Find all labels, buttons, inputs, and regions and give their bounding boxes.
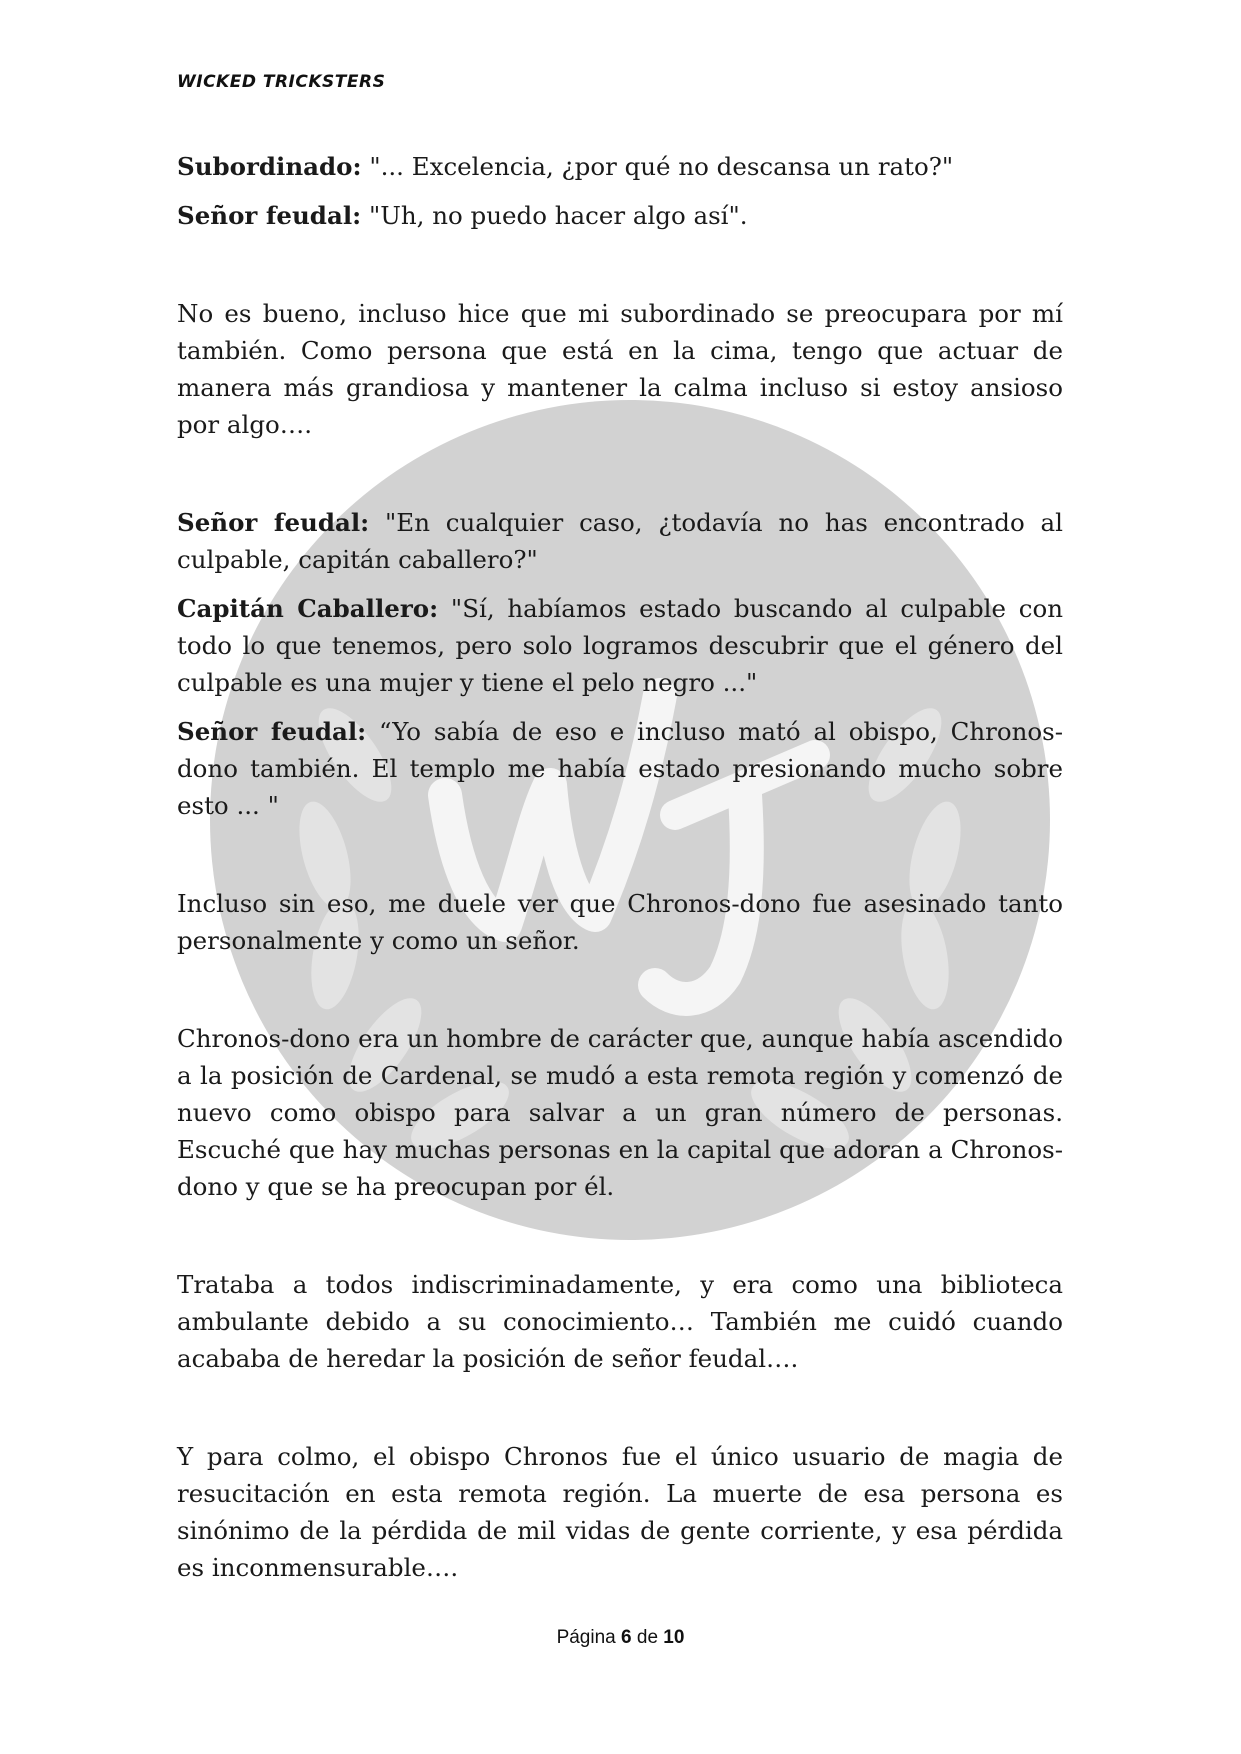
dialogue-line — [177, 197, 1063, 234]
narrative-paragraph: Incluso sin eso, me duele ver que Chronos-dono fue asesinado tanto personalmente y como un señor. — [177, 889, 1063, 955]
speaker-label: Señor feudal: — [177, 508, 370, 537]
total-page-count: 10 — [663, 1627, 685, 1648]
speaker-label: Señor feudal: — [177, 717, 367, 746]
page-content — [177, 148, 1063, 1586]
dialogue-line — [177, 713, 1063, 824]
speaker-label: Subordinado: — [177, 152, 362, 181]
narrative-paragraph: Trataba a todos indiscriminadamente, y era como una biblioteca ambulante debido a su conocimiento… También me cuidó cuando acababa de heredar la posición de señor feudal…. — [177, 1270, 1063, 1373]
speaker-label: Señor feudal: — [177, 201, 362, 230]
footer-prefix: Página — [556, 1627, 622, 1648]
footer-middle: de — [631, 1627, 664, 1648]
dialogue-line — [177, 148, 1063, 185]
dialogue-line — [177, 504, 1063, 578]
narrative-paragraph: Chronos-dono era un hombre de carácter que, aunque había ascendido a la posición de Cardenal, se mudó a esta remota región y comenzó de nuevo como obispo para salvar a un gran número de personas. Escuché que hay muchas personas en la capital que adoran a Chronos-dono y que se ha preocupan por él. — [177, 1024, 1063, 1201]
dialogue-text: "... Excelencia, ¿por qué no descansa un rato?" — [361, 152, 954, 181]
document-header-title: WICKED TRICKSTERS — [177, 72, 386, 92]
current-page-number: 6 — [621, 1627, 632, 1648]
narrative-paragraph: Y para colmo, el obispo Chronos fue el único usuario de magia de resucitación en esta remota región. La muerte de esa persona es sinónimo de la pérdida de mil vidas de gente corriente, y esa pérdida es inconmensurable…. — [177, 1442, 1063, 1582]
dialogue-text: "Uh, no puedo hacer algo así". — [361, 201, 748, 230]
dialogue-text: "Sí, habíamos estado buscando al culpable con todo lo que tenemos, pero solo logramos descubrir que el género del culpable es una mujer y tiene el pelo negro ..." — [177, 594, 1063, 697]
page-number-footer — [0, 1627, 1241, 1649]
dialogue-text: "En cualquier caso, ¿todavía no has encontrado al culpable, capitán caballero?" — [177, 508, 1063, 574]
speaker-label: Capitán Caballero: — [177, 594, 439, 623]
dialogue-line — [177, 590, 1063, 701]
narrative-paragraph: No es bueno, incluso hice que mi subordinado se preocupara por mí también. Como persona que está en la cima, tengo que actuar de manera más grandiosa y mantener la calma incluso si estoy ansioso por algo…. — [177, 299, 1063, 439]
dialogue-text: “Yo sabía de eso e incluso mató al obispo, Chronos-dono también. El templo me había estado presionando mucho sobre esto ... " — [177, 717, 1063, 820]
